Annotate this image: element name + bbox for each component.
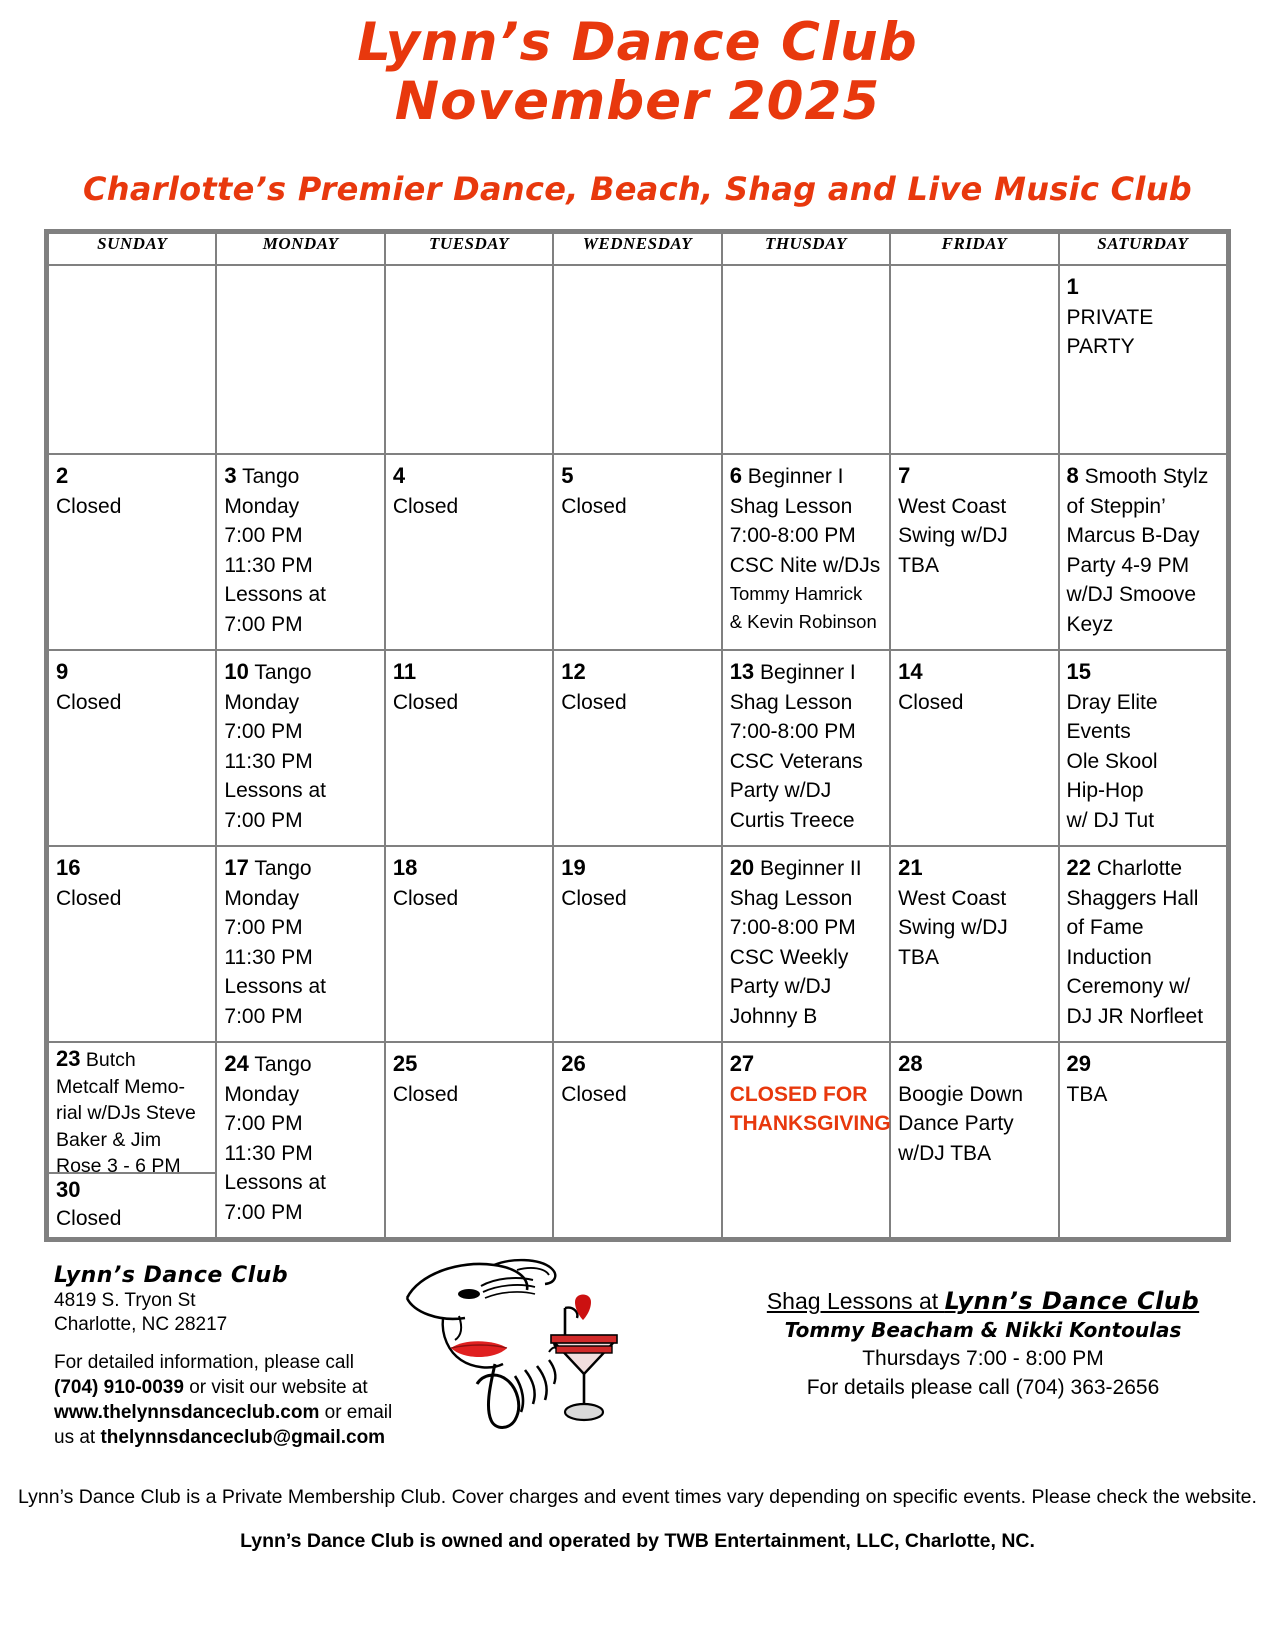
event-line: West Coast — [898, 886, 1007, 910]
day-cell-15[interactable] — [1059, 650, 1227, 846]
event-line: 7:00 PM — [224, 612, 303, 636]
event-line: & Kevin Robinson — [729, 611, 877, 632]
day-cell-content — [217, 266, 383, 272]
footer-address-line1: 4819 S. Tryon St — [54, 1290, 196, 1311]
event-line: Shag Lesson — [729, 886, 853, 910]
day-number: 24 — [224, 1051, 249, 1076]
day-cell-content — [723, 651, 889, 835]
event-line: 11:30 PM — [224, 553, 313, 577]
event-line: Closed — [392, 494, 459, 518]
day-cell-13[interactable] — [722, 650, 890, 846]
day-cell-29[interactable] — [1059, 1042, 1227, 1238]
event-line: Tango — [236, 465, 300, 488]
day-cell-25[interactable] — [385, 1042, 553, 1238]
event-line: Swing w/DJ — [898, 916, 1008, 939]
event-line: Monday — [224, 494, 300, 518]
event-line: Dance Party — [898, 1112, 1014, 1135]
page-title-line1: Lynn’s Dance Club — [357, 12, 918, 73]
closed-notice: CLOSED FOR — [729, 1082, 868, 1106]
day-header-monday: MONDAY — [216, 233, 384, 265]
day-number: 2 — [56, 463, 69, 488]
event-line: CSC Veterans — [729, 749, 863, 773]
day-cell-27[interactable] — [722, 1042, 890, 1238]
calendar-week-row — [48, 1042, 1227, 1238]
day-cell-16[interactable] — [48, 846, 216, 1042]
footer-club-name: Lynn’s Dance Club — [54, 1263, 289, 1288]
signature-s-icon — [549, 1360, 555, 1384]
contact-email[interactable]: thelynnsdanceclub@gmail.com — [100, 1427, 386, 1448]
event-line: Butch — [80, 1049, 136, 1071]
day-number: 5 — [561, 463, 574, 488]
day-header-saturday: SATURDAY — [1059, 233, 1227, 265]
day-cell-content — [217, 651, 383, 835]
event-line: Johnny B — [729, 1004, 818, 1028]
day-number: 12 — [561, 659, 586, 684]
day-cell-empty[interactable] — [890, 265, 1058, 454]
eye-icon — [458, 1289, 480, 1299]
event-line: Closed — [56, 1207, 122, 1230]
page-header — [0, 0, 1275, 208]
event-line: Closed — [392, 690, 459, 714]
hat-lower-icon — [407, 1298, 465, 1319]
event-line: 7:00-8:00 PM — [729, 524, 856, 547]
day-cell-content — [1060, 1043, 1226, 1109]
day-cell-content — [723, 455, 889, 636]
contact-us-at: us at — [54, 1427, 101, 1448]
day-cell-10[interactable] — [216, 650, 384, 846]
day-cell-4[interactable] — [385, 454, 553, 650]
day-number: 22 — [1066, 855, 1092, 880]
martini-rim-icon — [551, 1335, 617, 1343]
event-line: 7:00 PM — [224, 1004, 303, 1028]
event-line: 7:00 PM — [224, 720, 303, 743]
shag-instructors: Tommy Beacham & Nikki Kontoulas — [784, 1318, 1182, 1342]
signature-n2-icon — [537, 1366, 547, 1400]
footer-address-line2: Charlotte, NC 28217 — [54, 1314, 228, 1335]
day-cell-14[interactable] — [890, 650, 1058, 846]
day-number: 6 — [729, 463, 742, 488]
day-cell-content — [891, 1043, 1057, 1168]
day-cell-30[interactable] — [49, 1174, 215, 1235]
day-cell-24[interactable] — [216, 1042, 384, 1238]
martini-base-icon — [565, 1404, 603, 1420]
day-cell-content — [1060, 266, 1226, 362]
event-line: TBA — [1066, 1082, 1108, 1106]
footer-contact-text — [54, 1350, 399, 1450]
day-number: 15 — [1066, 659, 1092, 684]
event-line: Monday — [224, 690, 300, 714]
event-line: Shag Lesson — [729, 690, 853, 714]
day-number: 29 — [1066, 1051, 1092, 1076]
day-number: 30 — [56, 1177, 81, 1202]
closed-notice: THANKSGIVING — [729, 1111, 891, 1135]
day-number: 19 — [561, 855, 586, 880]
event-line: w/DJ TBA — [898, 1141, 992, 1165]
event-line: Lessons at — [224, 975, 326, 998]
day-number: 9 — [56, 659, 69, 684]
day-cell-content — [1060, 651, 1226, 835]
footer-shag-block — [743, 1286, 1223, 1402]
day-number: 11 — [392, 659, 417, 684]
event-line: Beginner II — [754, 857, 862, 880]
day-cell-18[interactable] — [385, 846, 553, 1042]
day-number: 3 — [224, 463, 237, 488]
day-cell-12[interactable] — [553, 650, 721, 846]
shag-phone: For details please call (704) 363-2656 — [806, 1376, 1160, 1399]
event-line: Party w/DJ — [729, 975, 832, 998]
event-line: Closed — [561, 886, 627, 910]
event-line: 7:00-8:00 PM — [729, 916, 856, 939]
event-line: Shaggers Hall — [1066, 886, 1199, 910]
martini-band-icon — [556, 1346, 612, 1353]
page-subtitle: Charlotte’s Premier Dance, Beach, Shag and Live Music Club — [82, 170, 1192, 208]
day-header-tuesday: TUESDAY — [385, 233, 553, 265]
day-number: 27 — [729, 1051, 755, 1076]
contact-mid: or visit our website at — [183, 1377, 368, 1398]
calendar-table — [47, 232, 1228, 1239]
day-number: 21 — [898, 855, 923, 880]
day-cell-content — [217, 1043, 383, 1227]
day-cell-empty[interactable] — [722, 265, 890, 454]
event-line: West Coast — [898, 494, 1007, 518]
day-cell-content — [49, 1043, 215, 1174]
day-number: 8 — [1066, 463, 1079, 488]
calendar-week-row — [48, 454, 1227, 650]
shag-time: Thursdays 7:00 - 8:00 PM — [862, 1347, 1104, 1370]
event-line: of Steppin’ — [1066, 494, 1166, 518]
day-number: 16 — [56, 855, 81, 880]
day-cell-content — [386, 1043, 552, 1109]
calendar-week-row — [48, 846, 1227, 1042]
event-line: Boogie Down — [898, 1082, 1024, 1106]
event-line: 7:00 PM — [224, 1200, 303, 1224]
day-cell-content — [554, 266, 720, 272]
day-number: 25 — [392, 1051, 418, 1076]
day-cell-content — [386, 455, 552, 521]
event-line: Charlotte — [1091, 857, 1183, 880]
day-cell-content — [723, 1043, 889, 1138]
event-line: 11:30 PM — [224, 945, 313, 969]
day-header-wednesday: WEDNESDAY — [553, 233, 721, 265]
eyelash-3-icon — [485, 1292, 535, 1298]
event-line: TBA — [898, 553, 939, 577]
event-line: w/ DJ Tut — [1066, 808, 1155, 832]
day-cell-6[interactable] — [722, 454, 890, 650]
event-line: 7:00 PM — [224, 808, 303, 832]
lips-icon — [451, 1341, 507, 1357]
day-cell-8[interactable] — [1059, 454, 1227, 650]
day-header-thursday: THUSDAY — [722, 233, 890, 265]
day-cell-content — [891, 455, 1057, 580]
day-number: 17 — [224, 855, 249, 880]
event-line: Metcalf Memo- — [56, 1075, 185, 1098]
event-line: Closed — [561, 1082, 627, 1106]
shag-heading-prefix: Shag Lessons at — [766, 1288, 945, 1314]
disclaimer-line2: Lynn’s Dance Club is owned and operated by TWB Entertainment, LLC, Charlotte, NC. — [240, 1530, 1035, 1552]
event-line: 11:30 PM — [224, 749, 313, 773]
event-line: TBA — [898, 945, 939, 969]
event-line: 7:00-8:00 PM — [729, 720, 856, 743]
contact-phone: (704) 910-0039 — [54, 1377, 184, 1398]
day-number: 1 — [1066, 274, 1079, 299]
day-cell-content — [891, 651, 1057, 717]
event-line: Party 4-9 PM — [1066, 553, 1190, 577]
signature-n1-icon — [525, 1370, 535, 1404]
day-number: 13 — [729, 659, 755, 684]
event-line: 7:00 PM — [224, 524, 303, 547]
event-line: Beginner I — [754, 661, 856, 684]
day-cell-content — [217, 455, 383, 639]
music-note-flag-icon — [565, 1308, 577, 1318]
event-line: Tango — [248, 857, 312, 880]
event-line: Events — [1066, 720, 1131, 743]
calendar-body — [48, 265, 1227, 1238]
event-line: Induction — [1066, 945, 1152, 969]
day-cell-content — [891, 266, 1057, 272]
day-cell-21[interactable] — [890, 846, 1058, 1042]
event-line: Ceremony w/ — [1066, 975, 1191, 998]
event-line: Closed — [561, 494, 627, 518]
day-cell-content — [554, 847, 720, 913]
day-cell-content — [723, 847, 889, 1031]
event-line: Ole Skool — [1066, 749, 1158, 773]
event-line: Lessons at — [224, 779, 326, 802]
calendar-week-row — [48, 265, 1227, 454]
day-cell-split[interactable] — [48, 1042, 216, 1238]
day-cell-content — [386, 651, 552, 717]
event-line: Tango — [248, 661, 312, 684]
day-cell-content — [386, 266, 552, 272]
event-line: Dray Elite — [1066, 690, 1158, 714]
lynns-logo — [399, 1256, 654, 1441]
event-line: Curtis Treece — [729, 808, 855, 832]
day-cell-content — [49, 266, 215, 272]
event-line: Monday — [224, 1082, 300, 1106]
calendar-week-row — [48, 650, 1227, 846]
event-line: Party w/DJ — [729, 779, 832, 802]
day-cell-content — [49, 1174, 215, 1233]
day-number: 10 — [224, 659, 249, 684]
day-cell-content — [217, 847, 383, 1031]
event-line: of Fame — [1066, 916, 1144, 939]
event-line: Rose 3 - 6 PM — [56, 1155, 181, 1174]
day-cell-content — [1060, 847, 1226, 1031]
event-line: Closed — [56, 886, 122, 910]
event-line: Closed — [56, 690, 122, 714]
day-cell-empty[interactable] — [385, 265, 553, 454]
event-line: Swing w/DJ — [898, 524, 1008, 547]
day-cell-content — [891, 847, 1057, 972]
event-line: Keyz — [1066, 612, 1114, 636]
event-line: 7:00 PM — [224, 916, 303, 939]
day-cell-content — [723, 266, 889, 272]
day-cell-23[interactable] — [49, 1043, 215, 1174]
footer-contact-block — [54, 1262, 399, 1450]
day-cell-content — [49, 651, 215, 717]
event-line: Shag Lesson — [729, 494, 853, 518]
day-cell-11[interactable] — [385, 650, 553, 846]
day-cell-2[interactable] — [48, 454, 216, 650]
day-number: 14 — [898, 659, 923, 684]
event-line: CSC Nite w/DJs — [729, 553, 881, 577]
day-cell-1[interactable] — [1059, 265, 1227, 454]
day-cell-content — [49, 455, 215, 521]
contact-intro: For detailed information, please call — [54, 1352, 354, 1373]
day-number: 18 — [392, 855, 418, 880]
shag-heading-club: Lynn’s Dance Club — [944, 1287, 1200, 1315]
day-cell-22[interactable] — [1059, 846, 1227, 1042]
day-cell-5[interactable] — [553, 454, 721, 650]
day-header-friday: FRIDAY — [890, 233, 1058, 265]
event-line: rial w/DJs Steve — [56, 1102, 196, 1124]
hat-detail-icon — [517, 1268, 549, 1275]
contact-website[interactable]: www.thelynnsdanceclub.com — [54, 1402, 320, 1423]
day-cell-content — [554, 455, 720, 521]
day-number: 4 — [392, 463, 406, 488]
day-cell-content — [554, 651, 720, 717]
event-line: 7:00 PM — [224, 1112, 303, 1135]
day-cell-26[interactable] — [553, 1042, 721, 1238]
event-line: Closed — [898, 690, 964, 714]
day-number: 26 — [561, 1051, 586, 1076]
event-line: Closed — [392, 886, 459, 910]
event-line: Hip-Hop — [1066, 779, 1144, 802]
day-header-sunday: SUNDAY — [48, 233, 216, 265]
day-cell-content — [49, 847, 215, 913]
day-cell-7[interactable] — [890, 454, 1058, 650]
day-number: 28 — [898, 1051, 923, 1076]
event-line: Tango — [248, 1053, 312, 1076]
day-cell-20[interactable] — [722, 846, 890, 1042]
page-title-line2: November 2025 — [394, 71, 881, 132]
event-line: PRIVATE — [1066, 305, 1154, 329]
day-cell-19[interactable] — [553, 846, 721, 1042]
event-line: Monday — [224, 886, 300, 910]
event-line: Beginner I — [741, 465, 844, 488]
event-line: Baker & Jim — [56, 1128, 162, 1151]
day-cell-9[interactable] — [48, 650, 216, 846]
event-line: CSC Weekly — [729, 945, 849, 969]
day-cell-17[interactable] — [216, 846, 384, 1042]
day-number: 20 — [729, 855, 755, 880]
disclaimer-line1: Lynn’s Dance Club is a Private Membership Club. Cover charges and event times vary depending on specific events. Please check the website. — [18, 1486, 1257, 1508]
event-line: Lessons at — [224, 583, 326, 606]
logo-svg — [399, 1256, 654, 1441]
day-cell-empty[interactable] — [553, 265, 721, 454]
shag-lessons-heading — [743, 1286, 1223, 1316]
day-number: 23 — [56, 1046, 81, 1071]
day-cell-content — [1060, 455, 1226, 639]
event-line: Closed — [56, 494, 122, 518]
event-line: Closed — [561, 690, 627, 714]
day-cell-content — [554, 1043, 720, 1109]
signature-l-icon — [477, 1364, 519, 1428]
event-line: Tommy Hamrick — [729, 583, 863, 604]
calendar-header-row — [48, 233, 1227, 265]
event-line: Smooth Stylz — [1078, 465, 1209, 488]
event-line: PARTY — [1066, 335, 1135, 358]
day-cell-28[interactable] — [890, 1042, 1058, 1238]
event-line: 11:30 PM — [224, 1141, 313, 1165]
page-footer — [44, 1256, 1231, 1456]
calendar-container — [44, 229, 1231, 1242]
day-cell-3[interactable] — [216, 454, 384, 650]
event-line: w/DJ Smoove — [1066, 583, 1197, 606]
event-line: Lessons at — [224, 1171, 326, 1194]
day-number: 7 — [898, 463, 911, 488]
contact-mid2: or email — [319, 1402, 393, 1423]
event-line: Closed — [392, 1082, 459, 1106]
day-cell-empty[interactable] — [48, 265, 216, 454]
event-line: DJ JR Norfleet — [1066, 1004, 1204, 1028]
day-cell-content — [386, 847, 552, 913]
day-cell-empty[interactable] — [216, 265, 384, 454]
event-line: Marcus B-Day — [1066, 524, 1200, 547]
